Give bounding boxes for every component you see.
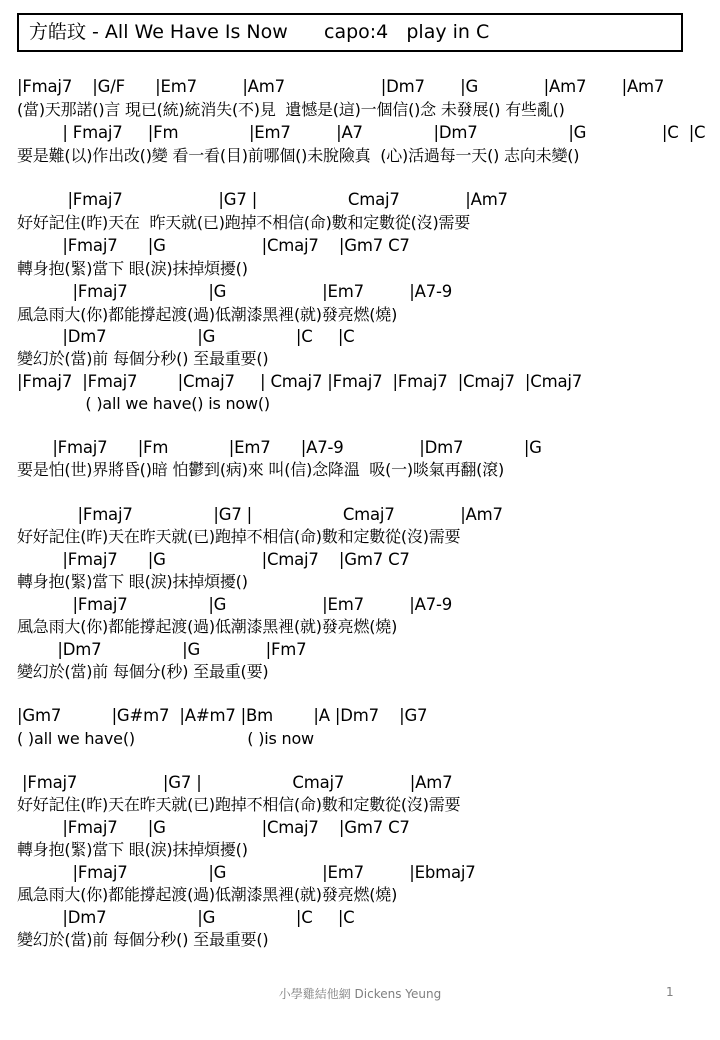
lyric-line: 風急雨大(你)都能撐起渡(過)低潮漆黑裡(就)發亮燃(燒) [17,885,398,904]
chord-line: |Gm7 |G#m7 |A#m7 |Bm |A |Dm7 |G7 [17,706,428,725]
chord-line: |Fmaj7 |G |Cmaj7 |Gm7 C7 [17,818,410,837]
chord-line: |Dm7 |G |C |C [17,327,355,346]
lyric-line: ( )all we have() ( )is now [17,729,314,748]
lyric-line: ( )all we have() is now() [17,394,270,413]
lyric-line: 好好記住(昨)天在昨天就(已)跑掉不相信(命)數和定數從(沒)需要 [17,527,461,546]
page-number: 1 [666,985,674,999]
chord-line: |Fmaj7 |Fm |Em7 |A7-9 |Dm7 |G [17,438,542,457]
lyric-line: 好好記住(昨)天在昨天就(已)跑掉不相信(命)數和定數從(沒)需要 [17,795,461,814]
chord-line: |Fmaj7 |Fmaj7 |Cmaj7 | Cmaj7 |Fmaj7 |Fmaj7 |Cmaj7 |Cmaj7 [17,372,583,391]
lyric-line: (當)天那諾()言 現已(統)統消失(不)見 遺憾是(這)一個信()念 未發展() 有些亂() [17,100,565,119]
lyric-line: 風急雨大(你)都能撐起渡(過)低潮漆黑裡(就)發亮燃(燒) [17,305,398,324]
chord-line: |Fmaj7 |G7 | Cmaj7 |Am7 [17,190,508,209]
lyric-line: 轉身抱(緊)當下 眼(淚)抹掉煩擾() [17,572,248,591]
chord-line: |Dm7 |G |C |C [17,908,355,927]
chord-line: |Fmaj7 |G |Em7 |A7-9 [17,282,453,301]
lyric-line: 變幻於(當)前 每個分秒() 至最重要() [17,930,269,949]
lyric-line: 變幻於(當)前 每個分(秒) 至最重(要) [17,662,269,681]
chord-line: |Fmaj7 |G |Em7 |Ebmaj7 [17,863,476,882]
lyric-line: 轉身抱(緊)當下 眼(淚)抹掉煩擾() [17,840,248,859]
lyric-line: 要是難(以)作出改()變 看一看(目)前哪個()未脫險真 (心)活過每一天() 志向未變() [17,146,580,165]
chord-line: |Fmaj7 |G7 | Cmaj7 |Am7 [17,505,503,524]
chord-line: |Fmaj7 |G7 | Cmaj7 |Am7 [17,773,453,792]
lyric-line: 要是怕(世)界將昏()暗 怕鬱到(病)來 叫(信)念降溫 吸(一)啖氣再翻(滾) [17,460,505,479]
chord-line: |Dm7 |G |Fm7 [17,640,307,659]
lyric-line: 轉身抱(緊)當下 眼(淚)抹掉煩擾() [17,259,248,278]
chord-line: |Fmaj7 |G/F |Em7 |Am7 |Dm7 |G |Am7 |Am7 [17,77,665,96]
song-title: 方皓玟 - All We Have Is Now capo:4 play in C [17,13,683,52]
footer-credit: 小學雞結他網 Dickens Yeung [278,987,442,1001]
chord-line: |Fmaj7 |G |Cmaj7 |Gm7 C7 [17,550,410,569]
lyric-line: 變幻於(當)前 每個分秒() 至最重要() [17,349,269,368]
chord-line: | Fmaj7 |Fm |Em7 |A7 |Dm7 |G |C |C [17,123,706,142]
lyric-line: 好好記住(昨)天在 昨天就(已)跑掉不相信(命)數和定數從(沒)需要 [17,213,471,232]
lyric-line: 風急雨大(你)都能撐起渡(過)低潮漆黑裡(就)發亮燃(燒) [17,617,398,636]
chord-line: |Fmaj7 |G |Cmaj7 |Gm7 C7 [17,236,410,255]
chord-line: |Fmaj7 |G |Em7 |A7-9 [17,595,453,614]
